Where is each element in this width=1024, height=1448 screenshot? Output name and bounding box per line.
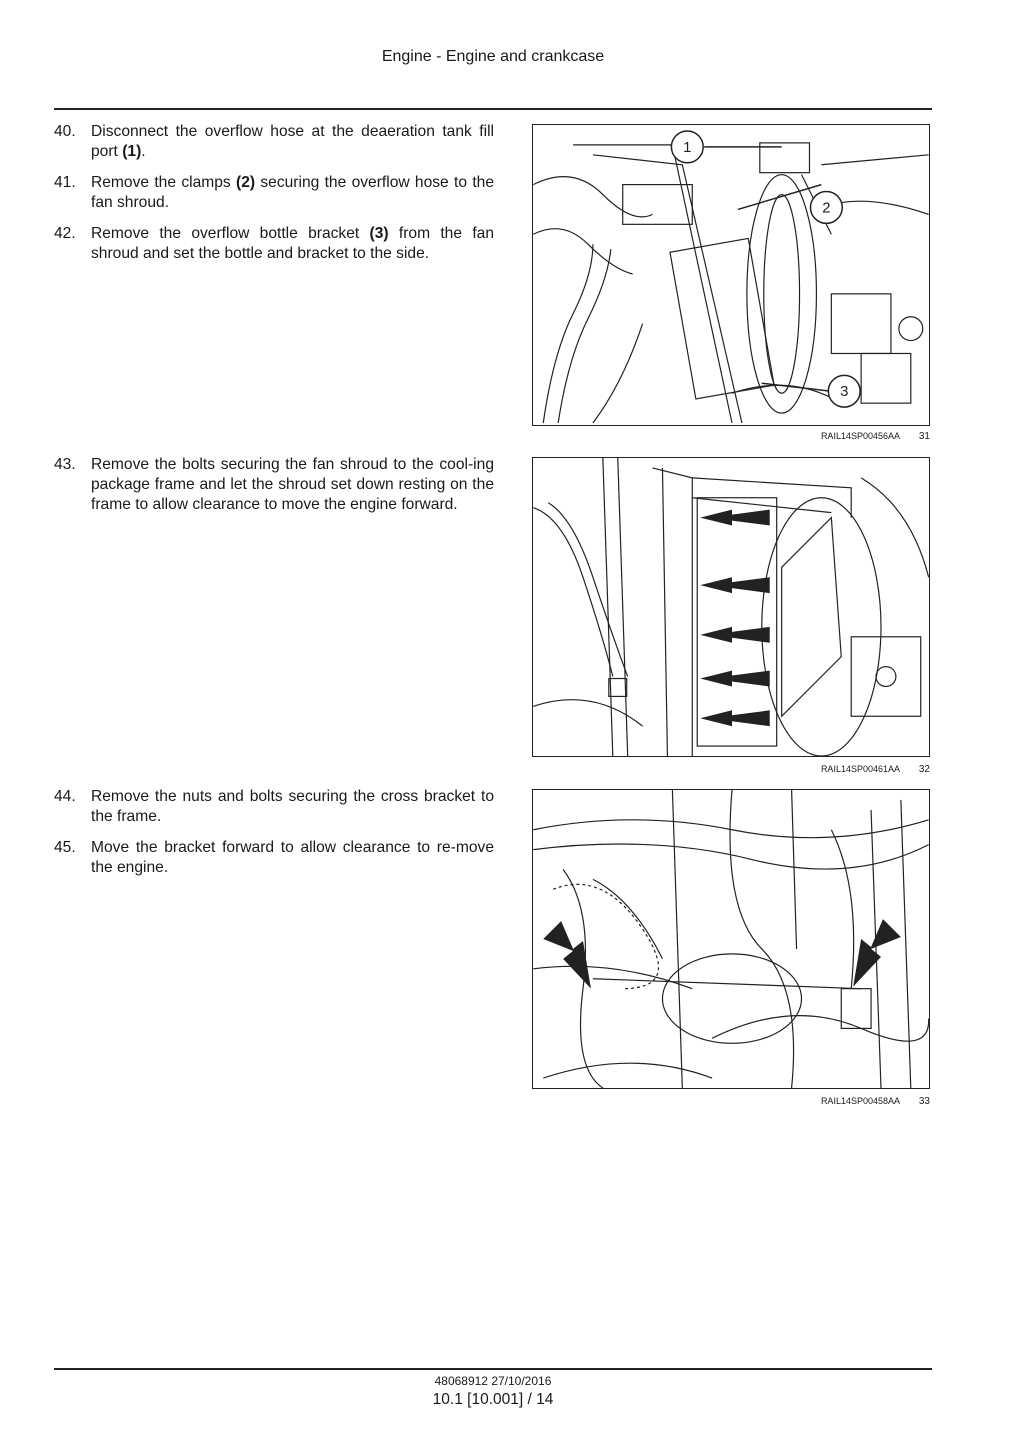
step-45 — [54, 838, 494, 878]
figure-code: RAIL14SP00458AA — [820, 1096, 900, 1106]
step-number: 43. — [54, 456, 76, 473]
callout-3: 3 — [840, 384, 849, 401]
page-header-title: Engine - Engine and crankcase — [381, 48, 605, 65]
figure-33-illustration — [532, 789, 930, 1089]
step-44 — [54, 787, 494, 827]
step-text: Remove the bolts securing the fan shroud to the cool-ing package frame and let the shroud set down resting on the frame to allow clearance to move the engine forward. — [91, 456, 494, 513]
step-text: Move the bracket forward to allow clearance to re-move the engine. — [91, 839, 494, 876]
steps-group-2 — [54, 455, 494, 526]
footer-document-id: 48068912 27/10/2016 — [434, 1374, 552, 1388]
step-41 — [54, 173, 494, 213]
step-40 — [54, 122, 494, 162]
callout-1: 1 — [683, 139, 692, 156]
shroud-bolts-drawing — [533, 458, 929, 756]
figure-32-illustration — [532, 457, 930, 757]
step-number: 44. — [54, 788, 76, 805]
header-rule — [54, 108, 932, 110]
steps-group-3 — [54, 787, 494, 889]
figure-number: 32 — [918, 764, 930, 775]
cross-bracket-drawing — [533, 790, 929, 1088]
callout-2: 2 — [822, 200, 831, 217]
footer-page-number: 10.1 [10.001] / 14 — [432, 1391, 554, 1408]
step-number: 41. — [54, 174, 76, 191]
figure-number: 31 — [918, 431, 930, 442]
step-43 — [54, 455, 494, 515]
figure-number: 33 — [918, 1096, 930, 1107]
figure-code: RAIL14SP00461AA — [820, 764, 900, 774]
step-text: Disconnect the overflow hose at the deaeration tank fill port (1). — [91, 123, 494, 160]
figure-code: RAIL14SP00456AA — [820, 431, 900, 441]
footer-rule — [54, 1368, 932, 1370]
step-number: 45. — [54, 839, 76, 856]
step-42 — [54, 224, 494, 264]
step-text: Remove the nuts and bolts securing the cross bracket to the frame. — [91, 788, 494, 825]
fan-shroud-overflow-drawing — [533, 125, 929, 425]
step-text: Remove the overflow bottle bracket (3) from the fan shroud and set the bottle and bracket to the side. — [91, 225, 494, 262]
step-number: 40. — [54, 123, 76, 140]
steps-group-1 — [54, 122, 494, 275]
step-number: 42. — [54, 225, 76, 242]
step-text: Remove the clamps (2) securing the overflow hose to the fan shroud. — [91, 174, 494, 211]
figure-31-illustration — [532, 124, 930, 426]
